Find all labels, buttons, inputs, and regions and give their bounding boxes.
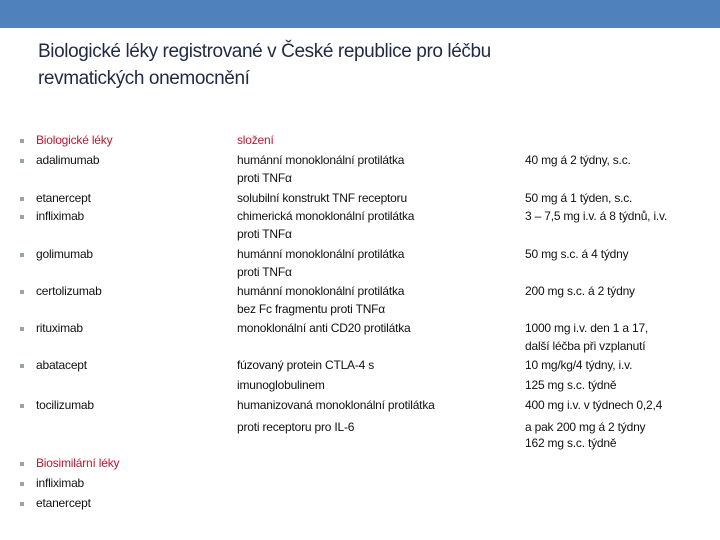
dosage-text: 400 mg i.v. v týdnech 0,2,4 — [525, 398, 663, 412]
bullet-icon — [20, 327, 24, 331]
bullet-icon — [20, 462, 24, 466]
drug-name: etanercept — [36, 191, 91, 205]
drug-name: certolizumab — [36, 284, 102, 298]
bullet-icon — [20, 215, 24, 219]
bullet-icon — [20, 253, 24, 257]
composition-text: proti receptoru pro IL-6 — [237, 420, 355, 434]
drug-name: rituximab — [36, 321, 83, 335]
composition-text: proti TNFα — [237, 171, 292, 185]
bullet-icon — [20, 159, 24, 163]
composition-text: fúzovaný protein CTLA-4 s — [237, 358, 375, 372]
drug-name: golimumab — [36, 247, 93, 261]
composition-text: proti TNFα — [237, 265, 292, 279]
dosage-text: 50 mg á 1 týden, s.c. — [525, 191, 633, 205]
column-heading-composition: složení — [237, 133, 274, 147]
composition-text: proti TNFα — [237, 227, 292, 241]
composition-text: chimerická monoklonální protilátka — [237, 209, 415, 223]
top-bar — [0, 0, 720, 28]
dosage-text: a pak 200 mg á 2 týdny — [525, 420, 646, 434]
composition-text: humanizovaná monoklonální protilátka — [237, 398, 435, 412]
bullet-icon — [20, 404, 24, 408]
dosage-text: 1000 mg i.v. den 1 a 17, — [525, 321, 649, 335]
section-heading: Biosimilární léky — [36, 456, 120, 470]
drug-name: etanercept — [36, 496, 91, 510]
composition-text: humánní monoklonální protilátka — [237, 153, 405, 167]
bullet-icon — [20, 139, 24, 143]
drug-name: adalimumab — [36, 153, 100, 167]
bullet-icon — [20, 364, 24, 368]
composition-text: solubilní konstrukt TNF receptoru — [237, 191, 407, 205]
bullet-icon — [20, 482, 24, 486]
dosage-text: 3 – 7,5 mg i.v. á 8 týdnů, i.v. — [525, 209, 668, 223]
composition-text: bez Fc fragmentu proti TNFα — [237, 302, 386, 316]
bullet-icon — [20, 197, 24, 201]
drug-name: infliximab — [36, 476, 85, 490]
composition-text: humánní monoklonální protilátka — [237, 284, 405, 298]
dosage-text: 50 mg s.c. á 4 týdny — [525, 247, 629, 261]
section-heading: Biologické léky — [36, 133, 113, 147]
dosage-text: 40 mg á 2 týdny, s.c. — [525, 153, 631, 167]
dosage-text: 200 mg s.c. á 2 týdny — [525, 284, 635, 298]
drug-name: infliximab — [36, 209, 85, 223]
composition-text: monoklonální anti CD20 protilátka — [237, 321, 411, 335]
composition-text: humánní monoklonální protilátka — [237, 247, 405, 261]
slide-title: Biologické léky registrované v České republice pro léčbu revmatických onemocnění — [38, 41, 491, 89]
dosage-text: 125 mg s.c. týdně — [525, 378, 617, 392]
bullet-icon — [20, 290, 24, 294]
dosage-text: 10 mg/kg/4 týdny, i.v. — [525, 358, 633, 372]
drug-name: abatacept — [36, 358, 87, 372]
composition-text: imunoglobulinem — [237, 378, 325, 392]
bullet-icon — [20, 502, 24, 506]
drug-name: tocilizumab — [36, 398, 94, 412]
dosage-text: další léčba při vzplanutí — [525, 339, 646, 353]
dosage-text: 162 mg s.c. týdně — [525, 436, 617, 450]
